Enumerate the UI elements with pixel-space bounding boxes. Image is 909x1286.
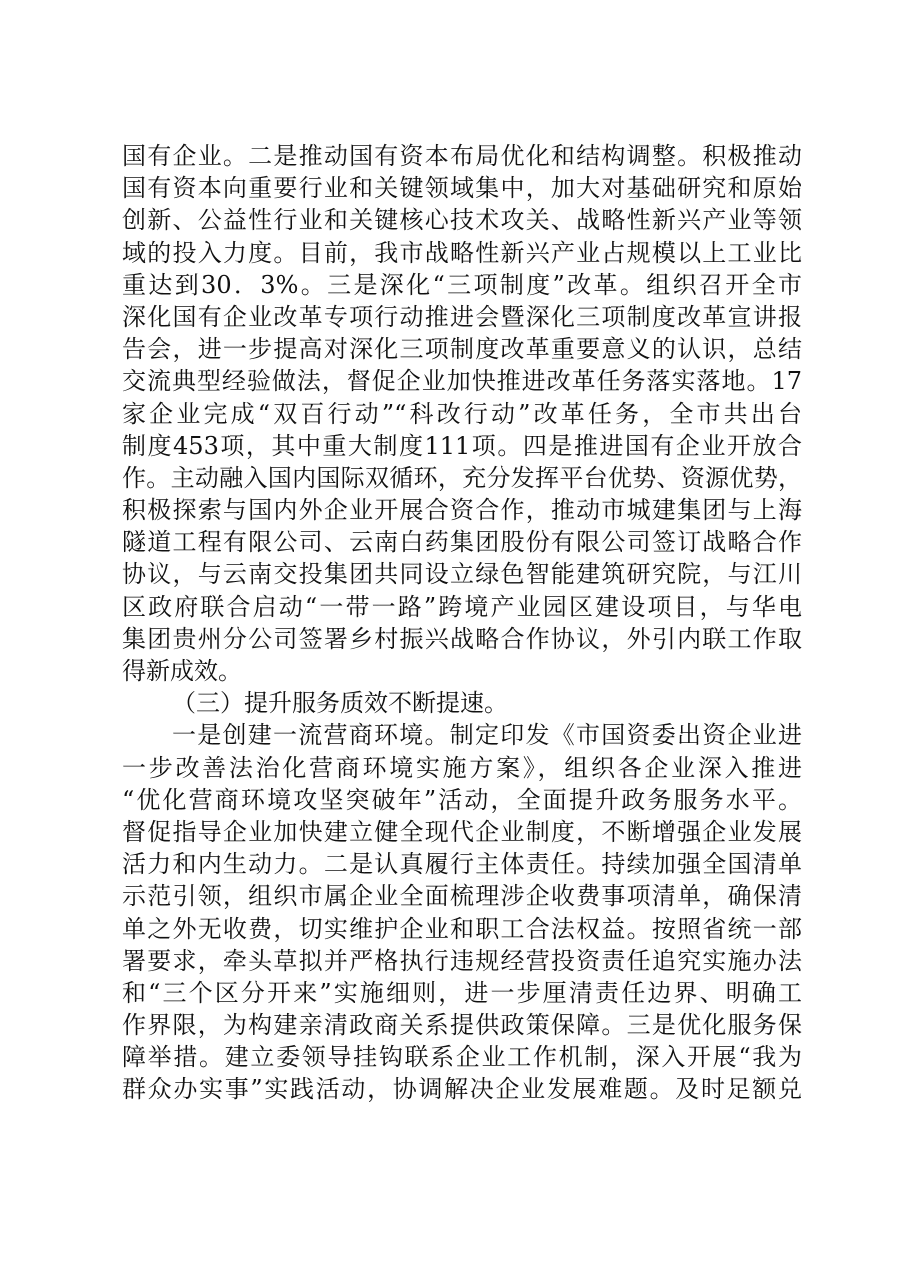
body-line: 署要求，牵头草拟并严格执行违规经营投资责任追究实施办法 <box>122 946 802 975</box>
body-line: 深化国有企业改革专项行动推进会暨深化三项制度改革宣讲报 <box>122 302 802 331</box>
body-line: 国有企业。二是推动国有资本布局优化和结构调整。积极推动 <box>122 142 802 170</box>
body-line: 单之外无收费，切实维护企业和职工合法权益。按照省统一部 <box>122 914 802 943</box>
body-line: 作。主动融入国内国际双循环，充分发挥平台优势、资源优势， <box>122 463 802 492</box>
body-line: 督促指导企业加快建立健全现代企业制度，不断增强企业发展 <box>122 817 802 846</box>
body-line: 制度453项，其中重大制度111项。四是推进国有企业开放合 <box>122 431 802 460</box>
paragraph-first-line: 一是创建一流营商环境。制定印发《市国资委出资企业进 <box>172 721 802 750</box>
body-line: 积极探索与国内外企业开展合资合作，推动市城建集团与上海 <box>122 496 802 525</box>
body-line: 家企业完成“双百行动”“科改行动”改革任务，全市共出台 <box>122 399 802 428</box>
body-line: 群众办实事”实践活动，协调解决企业发展难题。及时足额兑 <box>122 1075 802 1104</box>
body-line: 国有资本向重要行业和关键领域集中，加大对基础研究和原始 <box>122 174 802 203</box>
body-line: “优化营商环境攻坚突破年”活动，全面提升政务服务水平。 <box>122 785 802 814</box>
body-line: 协议，与云南交投集团共同设立绿色智能建筑研究院，与江川 <box>122 560 802 589</box>
section-heading: （三）提升服务质效不断提速。 <box>172 689 508 718</box>
body-line: 创新、公益性行业和关键核心技术攻关、战略性新兴产业等领 <box>122 206 802 235</box>
body-line: 作界限，为构建亲清政商关系提供政策保障。三是优化服务保 <box>122 1011 802 1040</box>
body-line: 集团贵州分公司签署乡村振兴战略合作协议，外引内联工作取 <box>122 624 802 653</box>
body-line: 障举措。建立委领导挂钩联系企业工作机制，深入开展“我为 <box>122 1043 802 1072</box>
body-line: 一步改善法治化营商环境实施方案》，组织各企业深入推进 <box>122 753 802 782</box>
paragraph-end-line: 得新成效。 <box>122 657 242 685</box>
body-line: 活力和内生动力。二是认真履行主体责任。持续加强全国清单 <box>122 850 802 879</box>
body-line: 隧道工程有限公司、云南白药集团股份有限公司签订战略合作 <box>122 528 802 557</box>
body-line: 重达到30．3%。三是深化“三项制度”改革。组织召开全市 <box>122 270 802 299</box>
body-line: 示范引领，组织市属企业全面梳理涉企收费事项清单，确保清 <box>122 882 802 911</box>
body-line: 域的投入力度。目前，我市战略性新兴产业占规模以上工业比 <box>122 238 802 267</box>
body-line: 区政府联合启动“一带一路”跨境产业园区建设项目，与华电 <box>122 592 802 621</box>
body-line: 和“三个区分开来”实施细则，进一步厘清责任边界、明确工 <box>122 978 802 1007</box>
body-line: 告会，进一步提高对深化三项制度改革重要意义的认识，总结 <box>122 335 802 364</box>
document-body <box>122 140 802 1106</box>
body-line: 交流典型经验做法，督促企业加快推进改革任务落实落地。17 <box>122 367 802 396</box>
